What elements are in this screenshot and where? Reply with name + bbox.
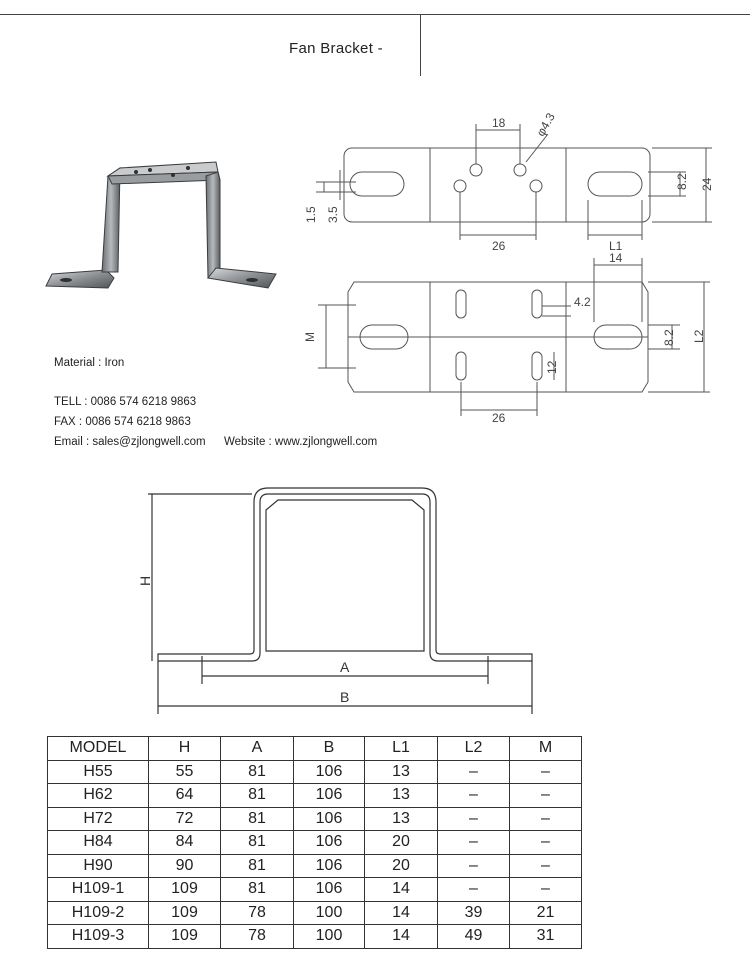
table-cell: 109 — [149, 878, 221, 902]
table-cell: – — [438, 807, 510, 831]
table-cell: H109-2 — [48, 901, 149, 925]
table-cell: – — [438, 760, 510, 784]
header-cell: B — [294, 737, 365, 761]
table-row — [48, 854, 582, 878]
header-cell: H — [149, 737, 221, 761]
spec-table — [47, 736, 582, 949]
table-row — [48, 831, 582, 855]
table-cell: 81 — [221, 760, 294, 784]
table-cell: 81 — [221, 807, 294, 831]
table-cell: H62 — [48, 784, 149, 808]
table-cell: 100 — [294, 925, 365, 949]
table-cell: – — [510, 807, 582, 831]
table-cell: 109 — [149, 925, 221, 949]
tel-text: TELL : 0086 574 6218 9863 — [54, 396, 197, 408]
header-cell: M — [510, 737, 582, 761]
table-cell: 31 — [510, 925, 582, 949]
dim-m: M — [303, 332, 317, 342]
table-cell: 39 — [438, 901, 510, 925]
table-cell: 81 — [221, 831, 294, 855]
header-divider — [420, 14, 421, 76]
table-cell: 20 — [365, 831, 438, 855]
table-cell: 55 — [149, 760, 221, 784]
table-cell: 64 — [149, 784, 221, 808]
dim-26-top: 26 — [492, 239, 506, 253]
material-text: Material : Iron — [54, 357, 125, 369]
dim-3-5: 3.5 — [326, 206, 340, 223]
table-row — [48, 925, 582, 949]
table-row — [48, 760, 582, 784]
table-cell: 78 — [221, 901, 294, 925]
table-cell: – — [510, 760, 582, 784]
product-photo — [38, 150, 288, 300]
table-cell: 49 — [438, 925, 510, 949]
website-text: Website : www.zjlongwell.com — [224, 436, 378, 448]
table-cell: H84 — [48, 831, 149, 855]
table-cell: 84 — [149, 831, 221, 855]
table-header-row — [48, 737, 582, 761]
table-cell: 106 — [294, 878, 365, 902]
table-cell: – — [510, 854, 582, 878]
table-cell: H90 — [48, 854, 149, 878]
email-text: Email : sales@zjlongwell.com — [54, 436, 206, 448]
dim-26-bottom: 26 — [492, 411, 506, 425]
table-cell: 106 — [294, 807, 365, 831]
table-cell: 14 — [365, 878, 438, 902]
header-rule — [0, 14, 750, 15]
dim-b: B — [340, 689, 350, 705]
dim-1-5: 1.5 — [304, 206, 318, 223]
table-cell: 13 — [365, 784, 438, 808]
table-cell: – — [510, 784, 582, 808]
dim-h: H — [137, 575, 153, 586]
table-cell: 81 — [221, 784, 294, 808]
table-row — [48, 901, 582, 925]
dim-18: 18 — [492, 116, 506, 130]
table-cell: – — [510, 831, 582, 855]
fax-text: FAX : 0086 574 6218 9863 — [54, 416, 191, 428]
table-cell: 106 — [294, 760, 365, 784]
page-title: Fan Bracket - — [289, 40, 383, 57]
table-cell: H109-3 — [48, 925, 149, 949]
table-cell: 81 — [221, 854, 294, 878]
table-row — [48, 784, 582, 808]
header-cell: MODEL — [48, 737, 149, 761]
table-cell: – — [438, 854, 510, 878]
table-cell: 109 — [149, 901, 221, 925]
table-cell: 13 — [365, 807, 438, 831]
table-row — [48, 878, 582, 902]
header-cell: A — [221, 737, 294, 761]
dim-l2: L2 — [692, 329, 706, 343]
table-cell: 90 — [149, 854, 221, 878]
table-cell: 100 — [294, 901, 365, 925]
table-cell: 14 — [365, 925, 438, 949]
header-cell: L1 — [365, 737, 438, 761]
table-cell: 72 — [149, 807, 221, 831]
hole-pattern-drawing — [296, 110, 726, 430]
table-cell: 106 — [294, 784, 365, 808]
side-profile-drawing — [137, 486, 550, 721]
dim-8-2-b: 8.2 — [662, 329, 676, 346]
table-cell: H55 — [48, 760, 149, 784]
dim-4-2: 4.2 — [574, 295, 591, 309]
table-cell: 21 — [510, 901, 582, 925]
dim-8-2: 8.2 — [675, 173, 689, 190]
table-cell: H109-1 — [48, 878, 149, 902]
header-cell: L2 — [438, 737, 510, 761]
dim-14: 14 — [609, 251, 623, 265]
dim-a: A — [340, 659, 350, 675]
table-cell: 78 — [221, 925, 294, 949]
table-row — [48, 807, 582, 831]
table-cell: 81 — [221, 878, 294, 902]
table-cell: – — [438, 878, 510, 902]
table-cell: 13 — [365, 760, 438, 784]
table-cell: 106 — [294, 831, 365, 855]
table-cell: – — [438, 784, 510, 808]
dim-12: 12 — [545, 360, 559, 374]
dim-l1: L1 — [609, 239, 623, 253]
table-cell: – — [438, 831, 510, 855]
table-cell: 106 — [294, 854, 365, 878]
dim-phi43: φ4.3 — [533, 110, 558, 139]
dim-24: 24 — [700, 177, 714, 191]
table-cell: H72 — [48, 807, 149, 831]
table-cell: – — [510, 878, 582, 902]
table-cell: 20 — [365, 854, 438, 878]
table-cell: 14 — [365, 901, 438, 925]
